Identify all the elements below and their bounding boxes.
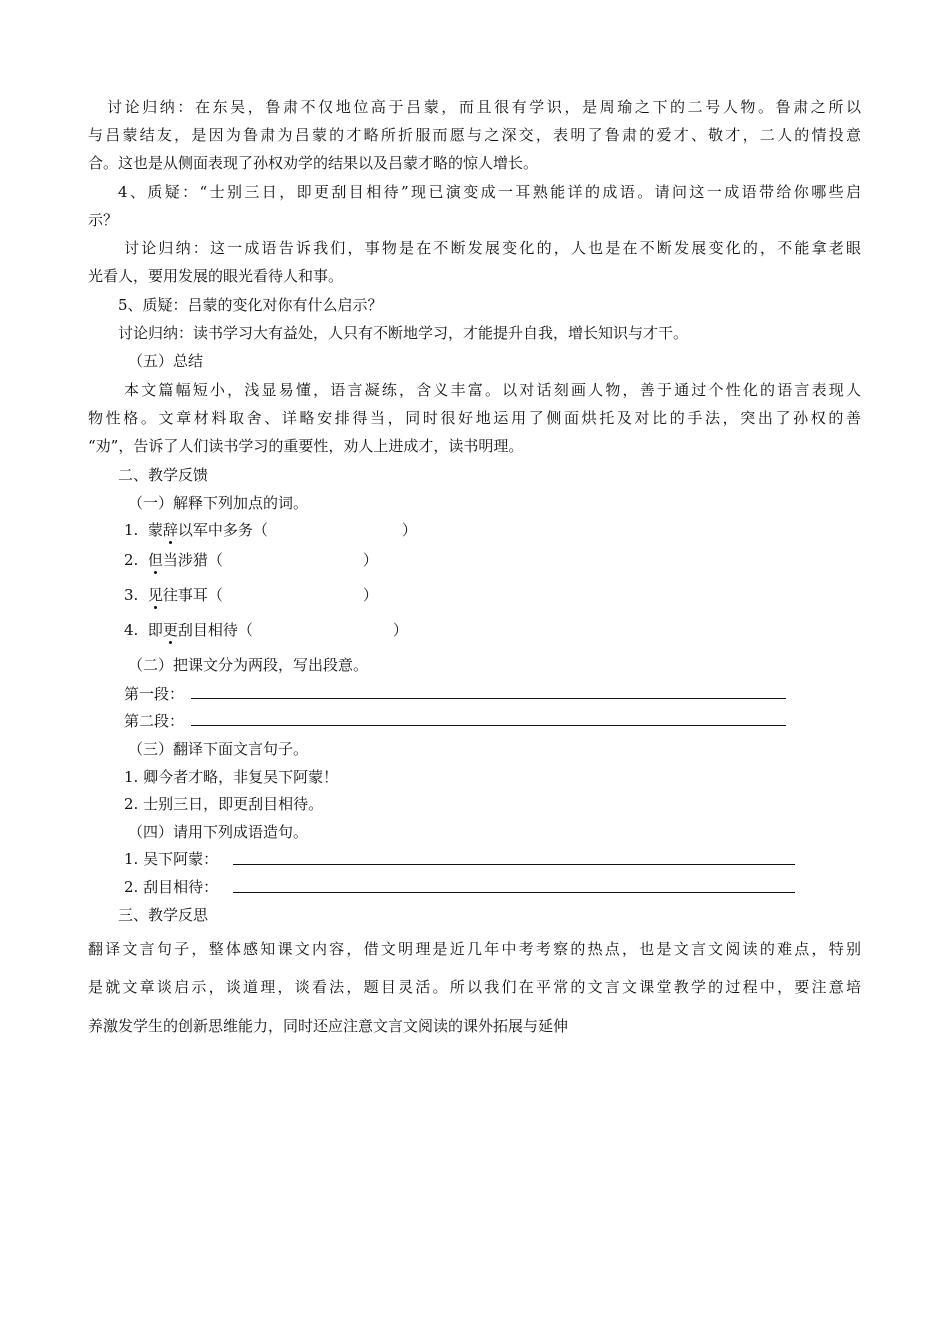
discussion-line: 合。这也是从侧面表现了孙权劝学的结果以及吕蒙才略的惊人增长。 — [88, 154, 539, 172]
question-4: 4、质疑：“士别三日，即更刮目相待”现已演变成一耳熟能详的成语。请问这一成语带给你哪些启 — [118, 183, 861, 201]
item-paren: ） — [362, 551, 378, 569]
section-heading: （五）总结 — [128, 352, 204, 370]
question-5: 5、质疑：吕蒙的变化对你有什么启示？ — [118, 296, 383, 314]
item-text: 往事耳（ — [162, 586, 223, 604]
subsection-heading: （二）把课文分为两段，写出段意。 — [128, 656, 369, 674]
answer-line[interactable] — [233, 892, 795, 893]
reflection-line: 养激发学生的创新思维能力，同时还应注意文言文阅读的课外拓展与延伸 — [88, 1017, 569, 1035]
item-number: 1. — [124, 521, 139, 539]
item-paren: ） — [401, 521, 417, 539]
summary-line: 物性格。文章材料取舍、详略安排得当，同时很好地运用了侧面烘托及对比的手法，突出了孙权的善 — [88, 409, 861, 427]
subsection-heading: （三）翻译下面文言句子。 — [128, 740, 309, 758]
discussion-line: 讨论归纳：在东吴，鲁肃不仅地位高于吕蒙，而且很有学识，是周瑜之下的二号人物。鲁肃之所以 — [107, 98, 861, 116]
list-item — [124, 585, 378, 605]
discussion-line: 与吕蒙结友，是因为鲁肃为吕蒙的才略所折服而愿与之深交，表明了鲁肃的爱才、敬才，二人的情投意 — [88, 126, 861, 144]
question-4: 示？ — [88, 211, 119, 229]
paragraph-label: 第一段： — [124, 685, 185, 703]
item-text: 以军中多务（ — [177, 521, 268, 539]
idiom-item: 2. 刮目相待： — [124, 878, 219, 896]
summary-line: “劝”，告诉了人们读书学习的重要性，劝人上进成才，读书明理。 — [88, 437, 524, 455]
dotted-word: 更 — [162, 621, 178, 639]
section-heading: 三、教学反思 — [118, 906, 209, 924]
item-number: 2. — [124, 551, 139, 569]
answer-line[interactable] — [191, 725, 786, 726]
item-text: 当涉猎（ — [162, 551, 223, 569]
idiom-item: 1. 吴下阿蒙： — [124, 850, 219, 868]
translation-item: 2. 士别三日，即更刮目相待。 — [124, 795, 324, 813]
dotted-word: 见 — [147, 586, 163, 604]
list-item — [124, 550, 378, 570]
item-text: 即 — [147, 621, 163, 639]
discussion-line: 讨论归纳：这一成语告诉我们，事物是在不断发展变化的，人也是在不断发展变化的，不能拿老眼 — [124, 239, 861, 257]
discussion-line: 讨论归纳：读书学习大有益处，人只有不断地学习，才能提升自我，增长知识与才干。 — [118, 324, 689, 342]
paragraph-label: 第二段： — [124, 712, 185, 730]
item-number: 3. — [124, 586, 139, 604]
summary-line: 本文篇幅短小，浅显易懂，语言凝练，含义丰富。以对话刻画人物，善于通过个性化的语言表现人 — [124, 381, 861, 399]
list-item — [124, 520, 417, 540]
subsection-heading: （一）解释下列加点的词。 — [128, 494, 309, 512]
answer-line[interactable] — [233, 864, 795, 865]
subsection-heading: （四）请用下列成语造句。 — [128, 823, 309, 841]
item-text: 刮目相待（ — [177, 621, 253, 639]
item-paren: ） — [392, 621, 408, 639]
item-paren: ） — [362, 586, 378, 604]
item-number: 4. — [124, 621, 139, 639]
dotted-word: 辞 — [162, 521, 178, 539]
item-text: 蒙 — [147, 521, 163, 539]
list-item — [124, 620, 408, 640]
translation-item: 1. 卿今者才略，非复吴下阿蒙！ — [124, 768, 339, 786]
reflection-line: 翻译文言句子，整体感知课文内容，借文明理是近几年中考考察的热点，也是文言文阅读的难点，特别 — [88, 940, 861, 958]
dotted-word: 但 — [147, 551, 163, 569]
section-heading: 二、教学反馈 — [118, 466, 209, 484]
answer-line[interactable] — [191, 698, 786, 699]
discussion-line: 光看人，要用发展的眼光看待人和事。 — [88, 267, 344, 285]
reflection-line: 是就文章谈启示，谈道理，谈看法，题目灵活。所以我们在平常的文言文课堂教学的过程中，要注意培 — [88, 978, 861, 996]
